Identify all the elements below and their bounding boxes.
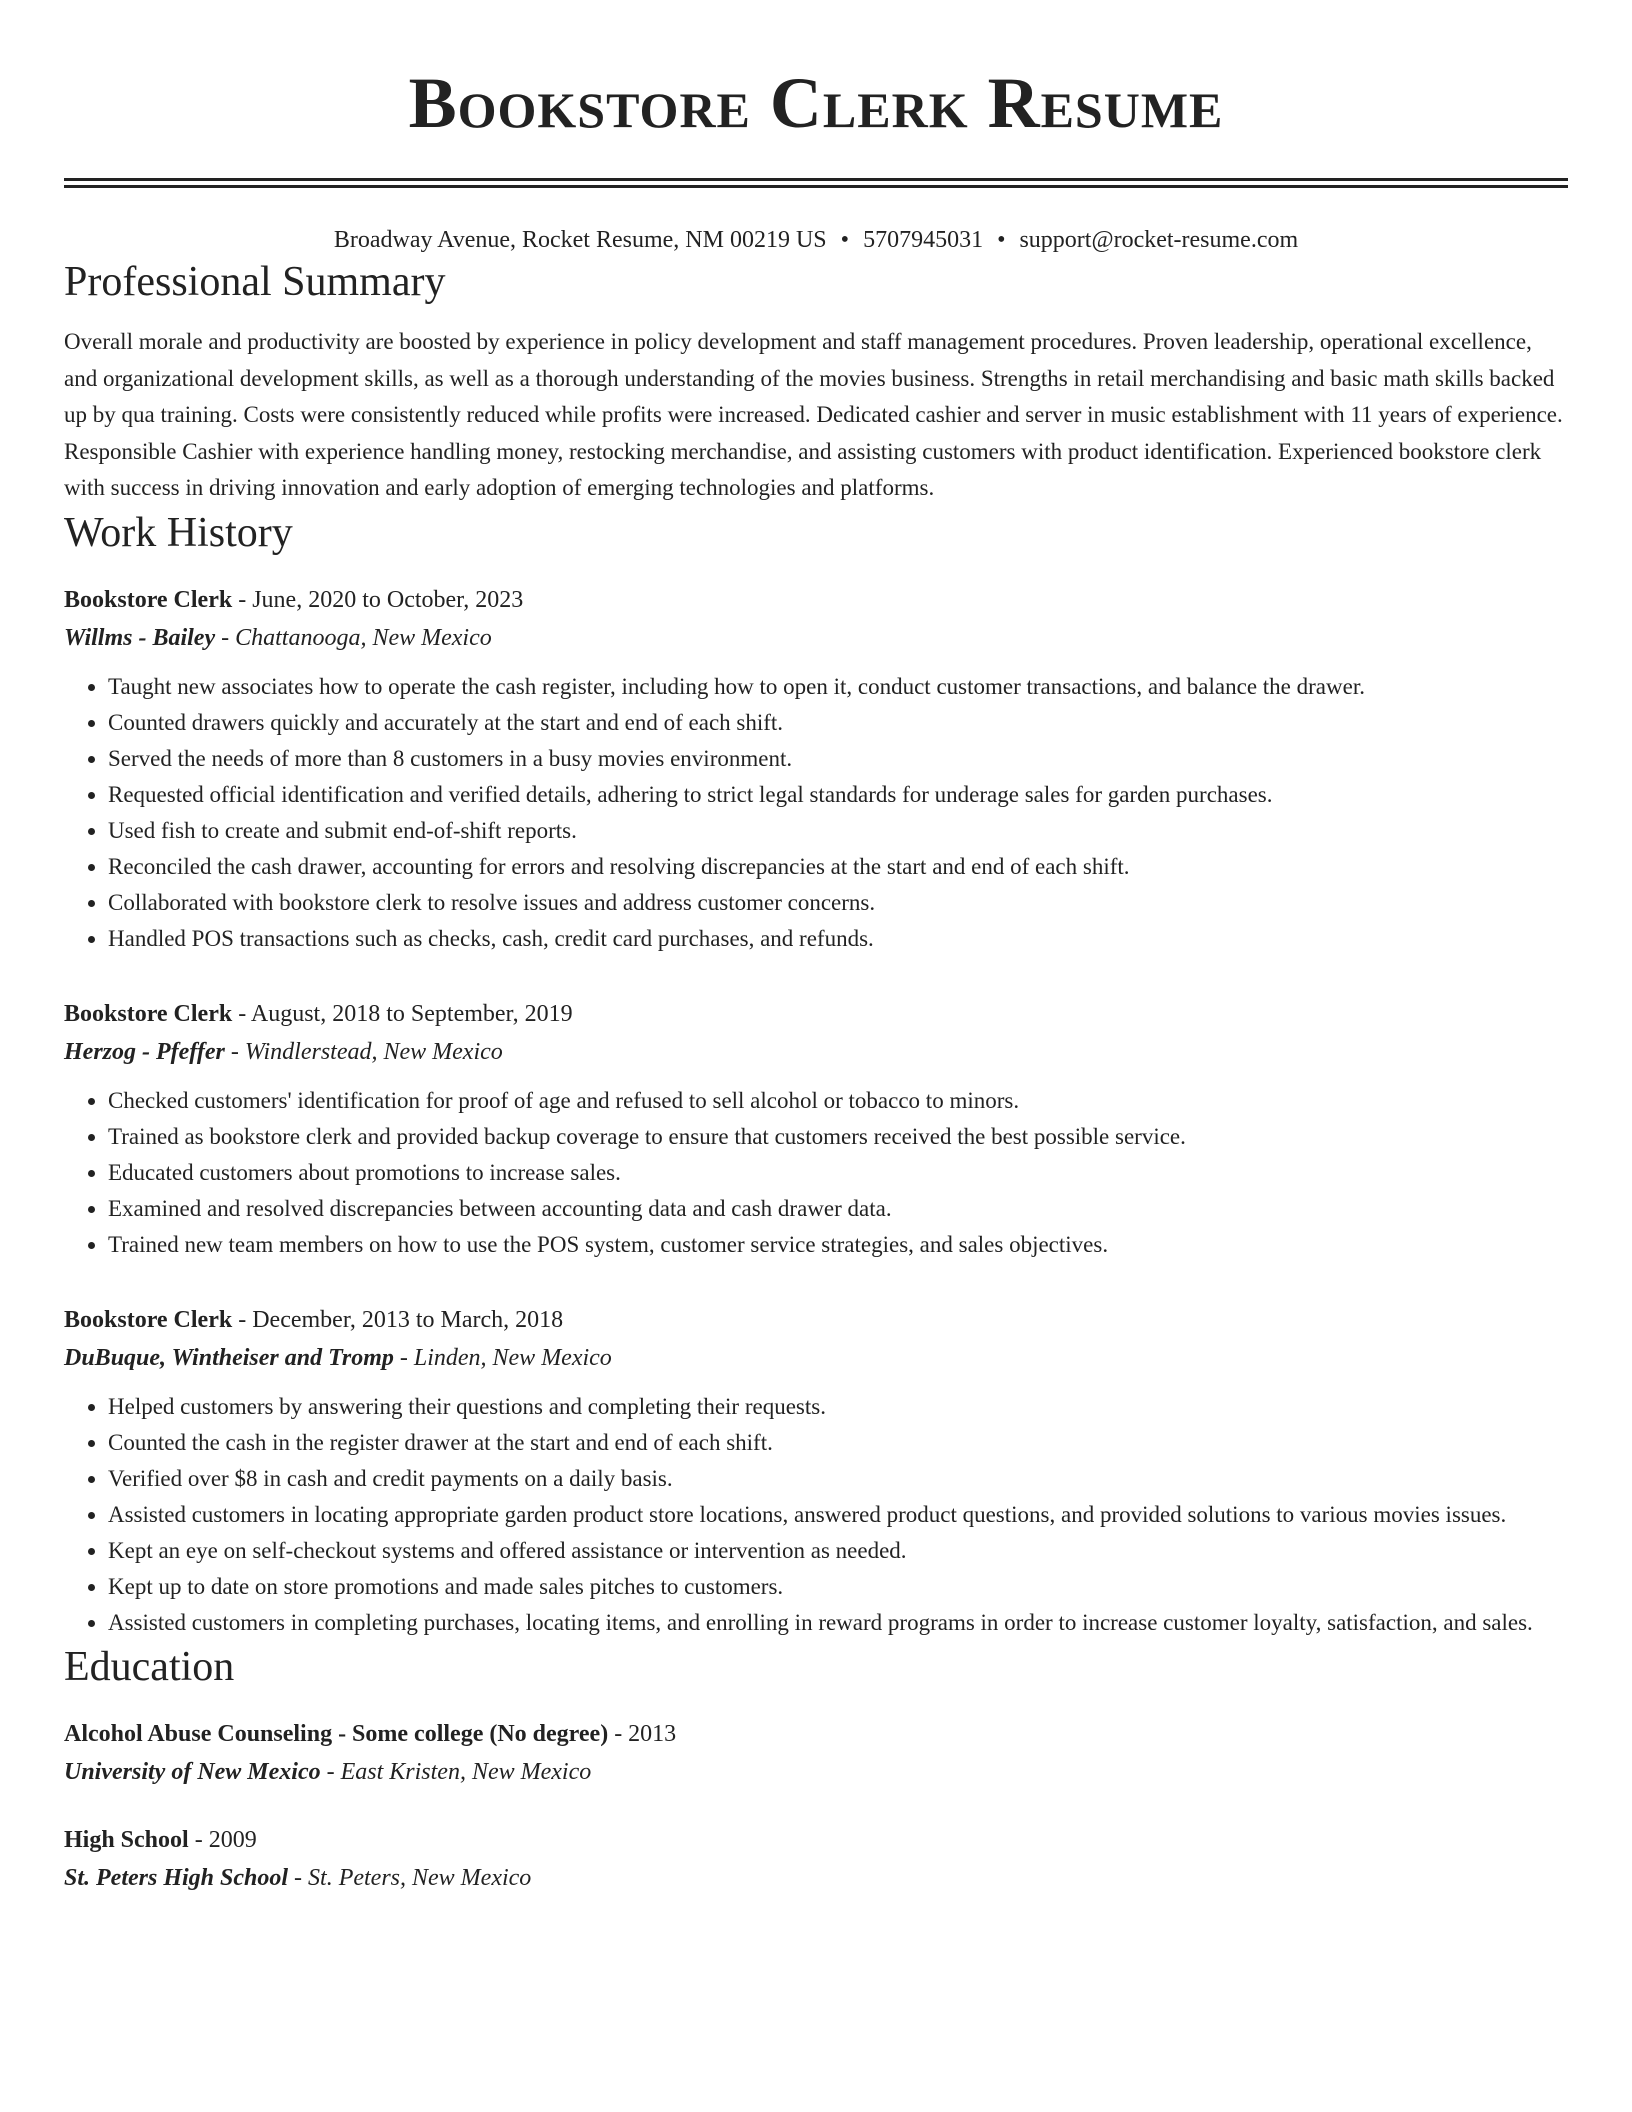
school-name: St. Peters High School (64, 1864, 289, 1891)
duty-item: • Examined and resolved discrepancies between accounting data and cash drawer data. (108, 1191, 1568, 1227)
school-location: - East Kristen, New Mexico (320, 1758, 592, 1785)
degree-name: High School (64, 1826, 189, 1853)
employer-line (64, 1033, 1568, 1071)
duty-item: • Assisted customers in locating appropriate garden product store locations, answered product questions, and provided solutions to various movies issues. (108, 1497, 1568, 1533)
duty-item: • Requested official identification and verified details, adhering to strict legal standards for underage sales for garden purchases. (108, 777, 1568, 813)
duty-item: • Verified over $8 in cash and credit payments on a daily basis. (108, 1461, 1568, 1497)
duty-item: • Kept an eye on self-checkout systems and offered assistance or intervention as needed. (108, 1533, 1568, 1569)
duty-item: • Used fish to create and submit end-of-shift reports. (108, 813, 1568, 849)
employer-location: - Chattanooga, New Mexico (215, 624, 492, 651)
job-dates: - June, 2020 to October, 2023 (232, 586, 524, 613)
job-entry (64, 995, 1568, 1263)
job-entry (64, 581, 1568, 957)
employer-name: Willms - Bailey (64, 624, 216, 651)
resume-title: Bookstore Clerk Resume (408, 63, 1224, 143)
contact-line (64, 224, 1568, 256)
school-line (64, 1753, 1568, 1791)
school-location: - St. Peters, New Mexico (288, 1864, 532, 1891)
employer-name: Herzog - Pfeffer (64, 1038, 225, 1065)
job-title-line (64, 1301, 1568, 1339)
duty-item: • Served the needs of more than 8 customers in a busy movies environment. (108, 741, 1568, 777)
duty-item: • Handled POS transactions such as checks, cash, credit card purchases, and refunds. (108, 921, 1568, 957)
employer-location: - Linden, New Mexico (393, 1344, 612, 1371)
summary-heading: Professional Summary (64, 259, 446, 305)
job-title-line (64, 581, 1568, 619)
education-heading: Education (64, 1643, 235, 1690)
contact-phone: 5707945031 (863, 227, 984, 253)
employer-line (64, 1339, 1568, 1377)
duty-item: • Helped customers by answering their questions and completing their requests. (108, 1389, 1568, 1425)
duty-item: • Counted the cash in the register drawer at the start and end of each shift. (108, 1425, 1568, 1461)
duties-list (64, 1389, 1568, 1641)
duty-item: • Checked customers' identification for proof of age and refused to sell alcohol or tobacco to minors. (108, 1083, 1568, 1119)
contact-email: support@rocket-resume.com (1019, 227, 1299, 253)
education-entry (64, 1715, 1568, 1791)
contact-address: Broadway Avenue, Rocket Resume, NM 00219 US (333, 227, 827, 253)
duty-item: • Trained as bookstore clerk and provided backup coverage to ensure that customers received the best possible service. (108, 1119, 1568, 1155)
duty-item: • Kept up to date on store promotions and made sales pitches to customers. (108, 1569, 1568, 1605)
title-double-rule (64, 178, 1568, 188)
job-dates: - August, 2018 to September, 2019 (232, 1000, 573, 1027)
work-history-heading: Work History (64, 509, 293, 556)
education-entry (64, 1821, 1568, 1897)
duty-item: • Collaborated with bookstore clerk to resolve issues and address customer concerns. (108, 885, 1568, 921)
contact-separator: • (997, 227, 1006, 253)
duty-item: • Trained new team members on how to use the POS system, customer service strategies, and sales objectives. (108, 1227, 1568, 1263)
degree-name: Alcohol Abuse Counseling - Some college (No degree) (64, 1720, 609, 1747)
duty-item: • Educated customers about promotions to increase sales. (108, 1155, 1568, 1191)
summary-text: Overall morale and productivity are boosted by experience in policy development and staff management procedures. Proven leadership, operational excellence, and organizational development skills, as well as a thorough understanding of the movies business. Strengths in retail merchandising and basic math skills backed up by qua training. Costs were consistently reduced while profits were increased. Dedicated cashier and server in music establishment with 11 years of experience. Responsible Cashier with experience handling money, restocking merchandise, and assisting customers with product identification. Experienced bookstore clerk with success in driving innovation and early adoption of emerging technologies and platforms. (64, 329, 1563, 500)
duty-item: • Assisted customers in completing purchases, locating items, and enrolling in reward programs in order to increase customer loyalty, satisfaction, and sales. (108, 1605, 1568, 1641)
employer-line (64, 619, 1568, 657)
job-title: Bookstore Clerk (64, 1000, 233, 1027)
degree-year: - 2013 (608, 1720, 677, 1747)
school-line (64, 1859, 1568, 1897)
contact-separator: • (840, 227, 850, 253)
job-title-line (64, 995, 1568, 1033)
degree-line (64, 1821, 1568, 1859)
duty-item: • Reconciled the cash drawer, accounting for errors and resolving discrepancies at the start and end of each shift. (108, 849, 1568, 885)
job-title: Bookstore Clerk (64, 586, 233, 613)
degree-year: - 2009 (188, 1826, 257, 1853)
duties-list (64, 669, 1568, 957)
job-title: Bookstore Clerk (64, 1306, 233, 1333)
degree-line (64, 1715, 1568, 1753)
employer-name: DuBuque, Wintheiser and Tromp (64, 1344, 394, 1371)
job-entry (64, 1301, 1568, 1641)
duty-item: • Counted drawers quickly and accurately at the start and end of each shift. (108, 705, 1568, 741)
duties-list (64, 1083, 1568, 1263)
duty-item: • Taught new associates how to operate the cash register, including how to open it, conduct customer transactions, and balance the drawer. (108, 669, 1568, 705)
job-dates: - December, 2013 to March, 2018 (232, 1306, 564, 1333)
school-name: University of New Mexico (64, 1758, 321, 1785)
employer-location: - Windlerstead, New Mexico (224, 1038, 503, 1065)
